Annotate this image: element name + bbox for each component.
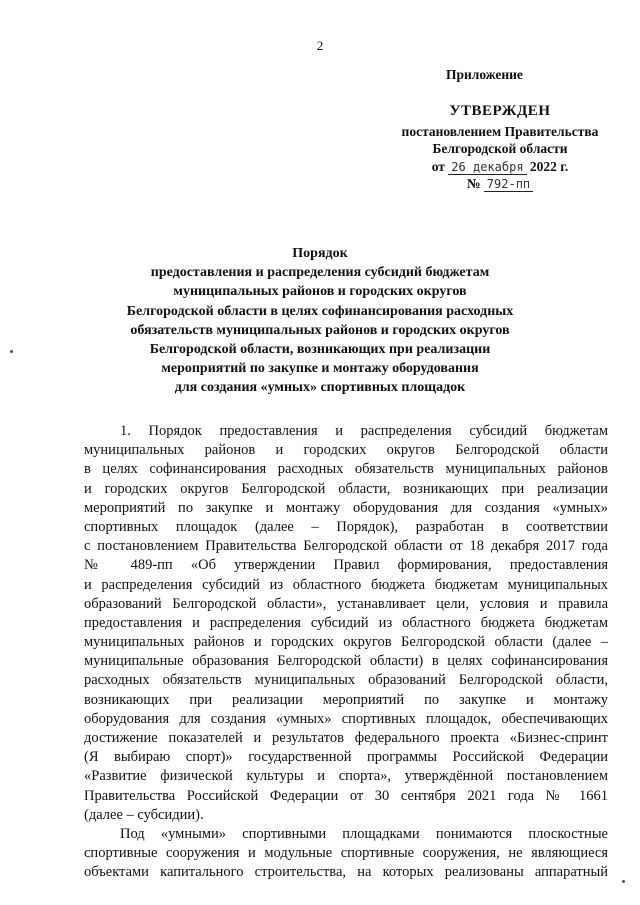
approval-line-decree: постановлением Правительства xyxy=(401,124,599,139)
body-line: оборудования для создания «умных» спортивных площадок, обеспечивающих xyxy=(84,710,608,727)
title-line: обязательств муниципальных районов и городских округов xyxy=(130,322,510,338)
title-line: Белгородской области в целях софинансирования расходных xyxy=(126,303,514,319)
scan-speck xyxy=(10,350,13,353)
body-line: № 489-пп «Об утверждении Правил формирования, предоставления xyxy=(84,557,608,574)
body-line: муниципальных районов и городских округов Белгородской области (далее – xyxy=(84,634,608,651)
title-line: мероприятий по закупке и монтажу оборудования xyxy=(161,361,479,377)
approval-line-region: Белгородской области xyxy=(432,141,568,156)
approved-heading: УТВЕРЖДЕН xyxy=(449,103,551,119)
date-handwritten: 26 декабря xyxy=(448,160,526,175)
scan-speck xyxy=(622,880,625,883)
body-line: возникающих при реализации мероприятий по закупке и монтажу xyxy=(84,691,608,708)
body-line: (Я выбираю спорт)» государственной программы Российской Федерации xyxy=(84,749,608,766)
body-line: муниципальные образования Белгородской области) в целях софинансирования xyxy=(84,653,608,670)
appendix-label: Приложение xyxy=(446,67,523,82)
date-prefix: от xyxy=(431,159,445,174)
body-line: Правительства Российской Федерации от 30 сентября 2021 года № 1661 xyxy=(84,787,608,804)
number-prefix: № xyxy=(466,176,481,191)
body-line: в целях софинансирования расходных обязательств муниципальных районов xyxy=(84,461,608,478)
body-line: 1. Порядок предоставления и распределения субсидий бюджетам xyxy=(120,423,608,439)
body-line: и распределения субсидий из областного бюджета бюджетам муниципальных xyxy=(84,576,608,593)
body-line: расходных обязательств муниципальных образований Белгородской области, xyxy=(84,672,608,689)
body-line: «Развитие физической культуры и спорта», утверждённой постановлением xyxy=(84,768,608,785)
approval-number-line xyxy=(370,175,630,193)
title-line: муниципальных районов и городских округов xyxy=(173,284,467,300)
number-handwritten: 792-пп xyxy=(484,177,533,192)
body-text xyxy=(84,422,608,883)
title-line: Порядок xyxy=(292,246,348,261)
body-line: муниципальных районов и городских округов Белгородской области xyxy=(84,442,608,459)
body-line: с постановлением Правительства Белгородской области от 18 декабря 2017 года xyxy=(84,538,608,555)
body-line: спортивные сооружения и модульные спортивные сооружения, не являющиеся xyxy=(84,845,608,862)
body-line: и городских округов Белгородской области, возникающих при реализации xyxy=(84,480,608,497)
body-line: образований Белгородской области», устанавливает цели, условия и правила xyxy=(84,595,608,612)
body-line: мероприятий по закупке и монтажу оборудования для создания «умных» xyxy=(84,499,608,516)
body-line: (далее – субсидии). xyxy=(84,806,204,823)
title-line: Белгородской области, возникающих при реализации xyxy=(149,342,491,358)
page-number: 2 xyxy=(316,38,324,53)
approval-date-line xyxy=(370,158,630,176)
body-line: Под «умными» спортивными площадками понимаются плоскостные xyxy=(120,825,608,842)
body-line: достижение показателей и результатов федерального проекта «Бизнес-спринт xyxy=(84,730,608,746)
document-title xyxy=(100,244,540,398)
title-line: для создания «умных» спортивных площадок xyxy=(174,380,466,396)
body-line: объектами капитального строительства, на которых реализованы аппаратный xyxy=(84,864,608,881)
body-line: спортивных площадок (далее – Порядок), разработан в соответствии xyxy=(84,518,608,535)
title-line: предоставления и распределения субсидий бюджетам xyxy=(150,265,490,281)
body-line: предоставления и распределения субсидий из областного бюджета бюджетам xyxy=(84,614,608,631)
date-suffix: 2022 г. xyxy=(529,159,569,174)
